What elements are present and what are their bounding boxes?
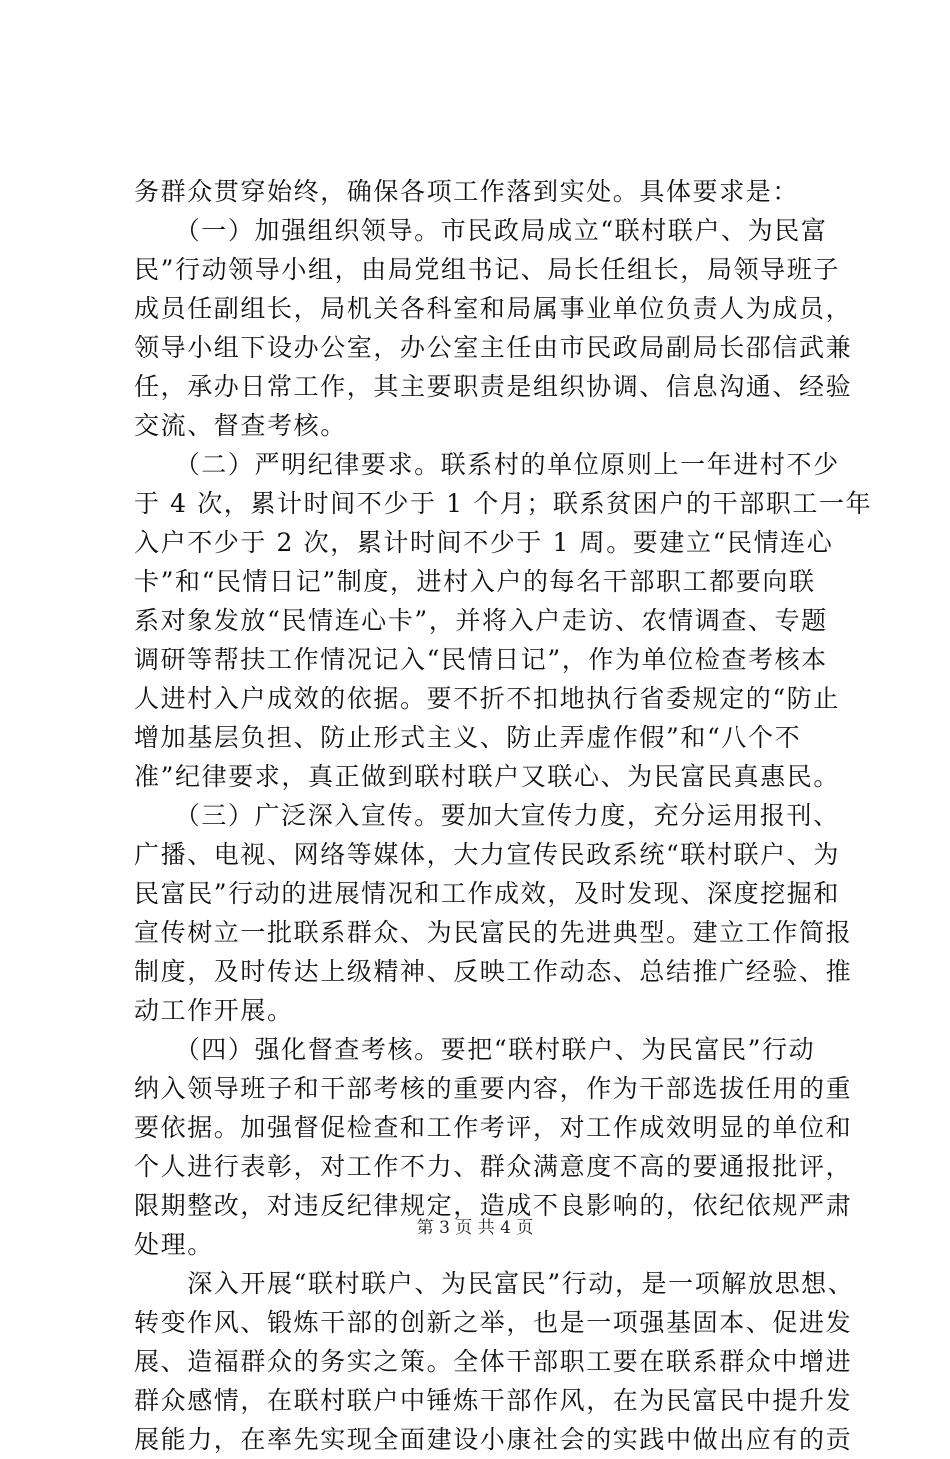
body-text-line: 成员任副组长，局机关各科室和局属事业单位负责人为成员， — [134, 294, 853, 323]
body-text-line: 领导小组下设办公室，办公室主任由市民政局副局长邵信武兼 — [134, 333, 853, 362]
body-text-line: 纳入领导班子和干部考核的重要内容，作为干部选拔任用的重 — [134, 1074, 853, 1103]
body-text-line: 系对象发放“民情连心卡”，并将入户走访、农情调查、专题 — [134, 606, 828, 635]
body-text-line: 宣传树立一批联系群众、为民富民的先进典型。建立工作简报 — [134, 918, 853, 947]
body-text-line: 交流、督查考核。 — [134, 411, 347, 440]
body-text-line: 增加基层负担、防止形式主义、防止弄虚作假”和“八个不 — [134, 723, 802, 752]
body-text-line: 准”纪律要求，真正做到联村联户又联心、为民富民真惠民。 — [134, 762, 840, 791]
body-text-line: 制度，及时传达上级精神、反映工作动态、总结推广经验、推 — [134, 957, 853, 986]
body-text-line: 于 4 次，累计时间不少于 1 个月；联系贫困户的干部职工一年 — [134, 489, 873, 518]
body-text-line: 转变作风、锻炼干部的创新之举，也是一项强基固本、促进发 — [134, 1308, 853, 1337]
body-text-line: 动工作开展。 — [134, 996, 294, 1025]
body-text-line: 民”行动领导小组，由局党组书记、局长任组长，局领导班子 — [134, 255, 840, 284]
body-text-line: 调研等帮扶工作情况记入“民情日记”，作为单位检查考核本 — [134, 645, 828, 674]
body-text-line: 限期整改，对违反纪律规定，造成不良影响的，依纪依规严肃 — [134, 1191, 853, 1220]
document-body — [134, 172, 873, 1459]
body-text-line: 群众感情，在联村联户中锤炼干部作风，在为民富民中提升发 — [134, 1386, 853, 1415]
body-text-line: （四）强化督查考核。要把“联村联户、为民富民”行动 — [134, 1035, 816, 1064]
body-text-line: 卡”和“民情日记”制度，进村入户的每名干部职工都要向联 — [134, 567, 816, 596]
page-footer: 第 3 页 共 4 页 — [416, 1218, 534, 1238]
body-text-line: （三）广泛深入宣传。要加大宣传力度，充分运用报刊、 — [134, 801, 840, 830]
body-text-line: 入户不少于 2 次，累计时间不少于 1 周。要建立“民情连心 — [134, 528, 834, 557]
body-text-line: 要依据。加强督促检查和工作考评，对工作成效明显的单位和 — [134, 1113, 853, 1142]
body-text-line: （二）严明纪律要求。联系村的单位原则上一年进村不少 — [134, 450, 840, 479]
body-text-line: 个人进行表彰，对工作不力、群众满意度不高的要通报批评， — [134, 1152, 853, 1181]
body-text-line: 展、造福群众的务实之策。全体干部职工要在联系群众中增进 — [134, 1347, 853, 1376]
body-text-line: 务群众贯穿始终，确保各项工作落到实处。具体要求是： — [134, 177, 800, 206]
body-text-line: 深入开展“联村联户、为民富民”行动，是一项解放思想、 — [134, 1269, 855, 1298]
body-text-line: （一）加强组织领导。市民政局成立“联村联户、为民富 — [134, 216, 828, 245]
body-text-line: 人进村入户成效的依据。要不折不扣地执行省委规定的“防止 — [134, 684, 840, 713]
body-text-line: 展能力，在率先实现全面建设小康社会的实践中做出应有的贡 — [134, 1425, 853, 1454]
body-text-line: 民富民”行动的进展情况和工作成效，及时发现、深度挖掘和 — [134, 879, 840, 908]
body-text-line: 广播、电视、网络等媒体，大力宣传民政系统“联村联户、为 — [134, 840, 840, 869]
body-text-line: 任，承办日常工作，其主要职责是组织协调、信息沟通、经验 — [134, 372, 853, 401]
body-text-line: 处理。 — [134, 1230, 214, 1259]
